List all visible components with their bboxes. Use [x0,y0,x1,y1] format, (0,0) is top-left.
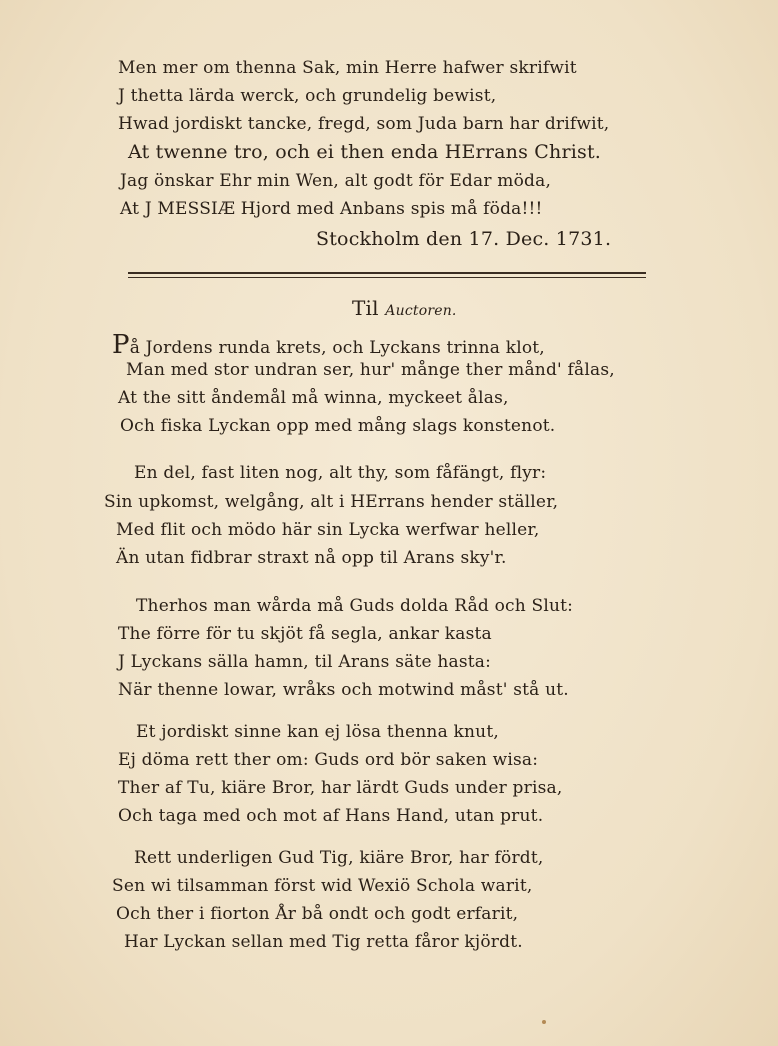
stanza2-line-3: Med flit och mödo här sin Lycka werfwar heller, [116,520,540,540]
stanza1-line-4: Och fiska Lyckan opp med mång slags konstenot. [120,416,556,436]
stanza2-line-1: En del, fast liten nog, alt thy, som fåfängt, flyr: [134,463,547,483]
section-title [352,296,457,320]
stanza3-line-2: The förre för tu skjöt få segla, ankar kasta [118,624,492,644]
stanza1-line-3: At the sitt åndemål må winna, myckeet ålas, [118,388,509,408]
divider-rule [128,272,646,278]
stanza1-line-1 [112,330,545,360]
ink-spot [542,1020,546,1024]
section-title-italic: Auctoren. [385,303,457,319]
poem1-line-6: At J MESSIÆ Hjord med Anbans spis må föda!!! [120,199,543,219]
stanza4-line-4: Och taga med och mot af Hans Hand, utan prut. [118,806,544,826]
poem1-line-5: Jag önskar Ehr min Wen, alt godt för Edar möda, [120,171,552,191]
stanza2-line-4: Än utan fidbrar straxt nå opp til Arans sky'r. [116,548,507,568]
poem1-line-1: Men mer om thenna Sak, min Herre hafwer skrifwit [118,58,577,78]
stanza5-line-4: Har Lyckan sellan med Tig retta fåror kjördt. [124,932,523,952]
stanza5-line-1: Rett underligen Gud Tig, kiäre Bror, har fördt, [134,848,544,868]
stanza1-line-1-text: å Jordens runda krets, och Lyckans trinna klot, [129,338,545,358]
stanza3-line-3: J Lyckans sälla hamn, til Arans säte hasta: [118,652,492,672]
stanza5-line-2: Sen wi tilsamman först wid Wexiö Schola warit, [112,876,533,896]
poem1-line-4: At twenne tro, och ei then enda HErrans Christ. [128,141,602,163]
stanza2-line-2: Sin upkomst, welgång, alt i HErrans hender ställer, [104,492,559,512]
stanza3-line-4: När thenne lowar, wråks och motwind måst' stå ut. [118,680,569,700]
drop-cap: P [112,330,130,360]
stanza5-line-3: Och ther i fiorton År bå ondt och godt erfarit, [116,904,519,924]
dateline: Stockholm den 17. Dec. 1731. [316,228,612,250]
poem1-line-3: Hwad jordiskt tancke, fregd, som Juda barn har drifwit, [118,114,610,134]
stanza4-line-2: Ej döma rett ther om: Guds ord bör saken wisa: [118,750,539,770]
stanza1-line-2: Man med stor undran ser, hur' månge ther månd' fålas, [126,360,615,380]
poem1-line-2: J thetta lärda werck, och grundelig bewist, [118,86,497,106]
stanza3-line-1: Therhos man wårda må Guds dolda Råd och Slut: [136,596,574,616]
stanza4-line-1: Et jordiskt sinne kan ej lösa thenna knut, [136,722,499,742]
section-title-prefix: Til [352,296,379,320]
stanza4-line-3: Ther af Tu, kiäre Bror, har lärdt Guds under prisa, [118,778,563,798]
